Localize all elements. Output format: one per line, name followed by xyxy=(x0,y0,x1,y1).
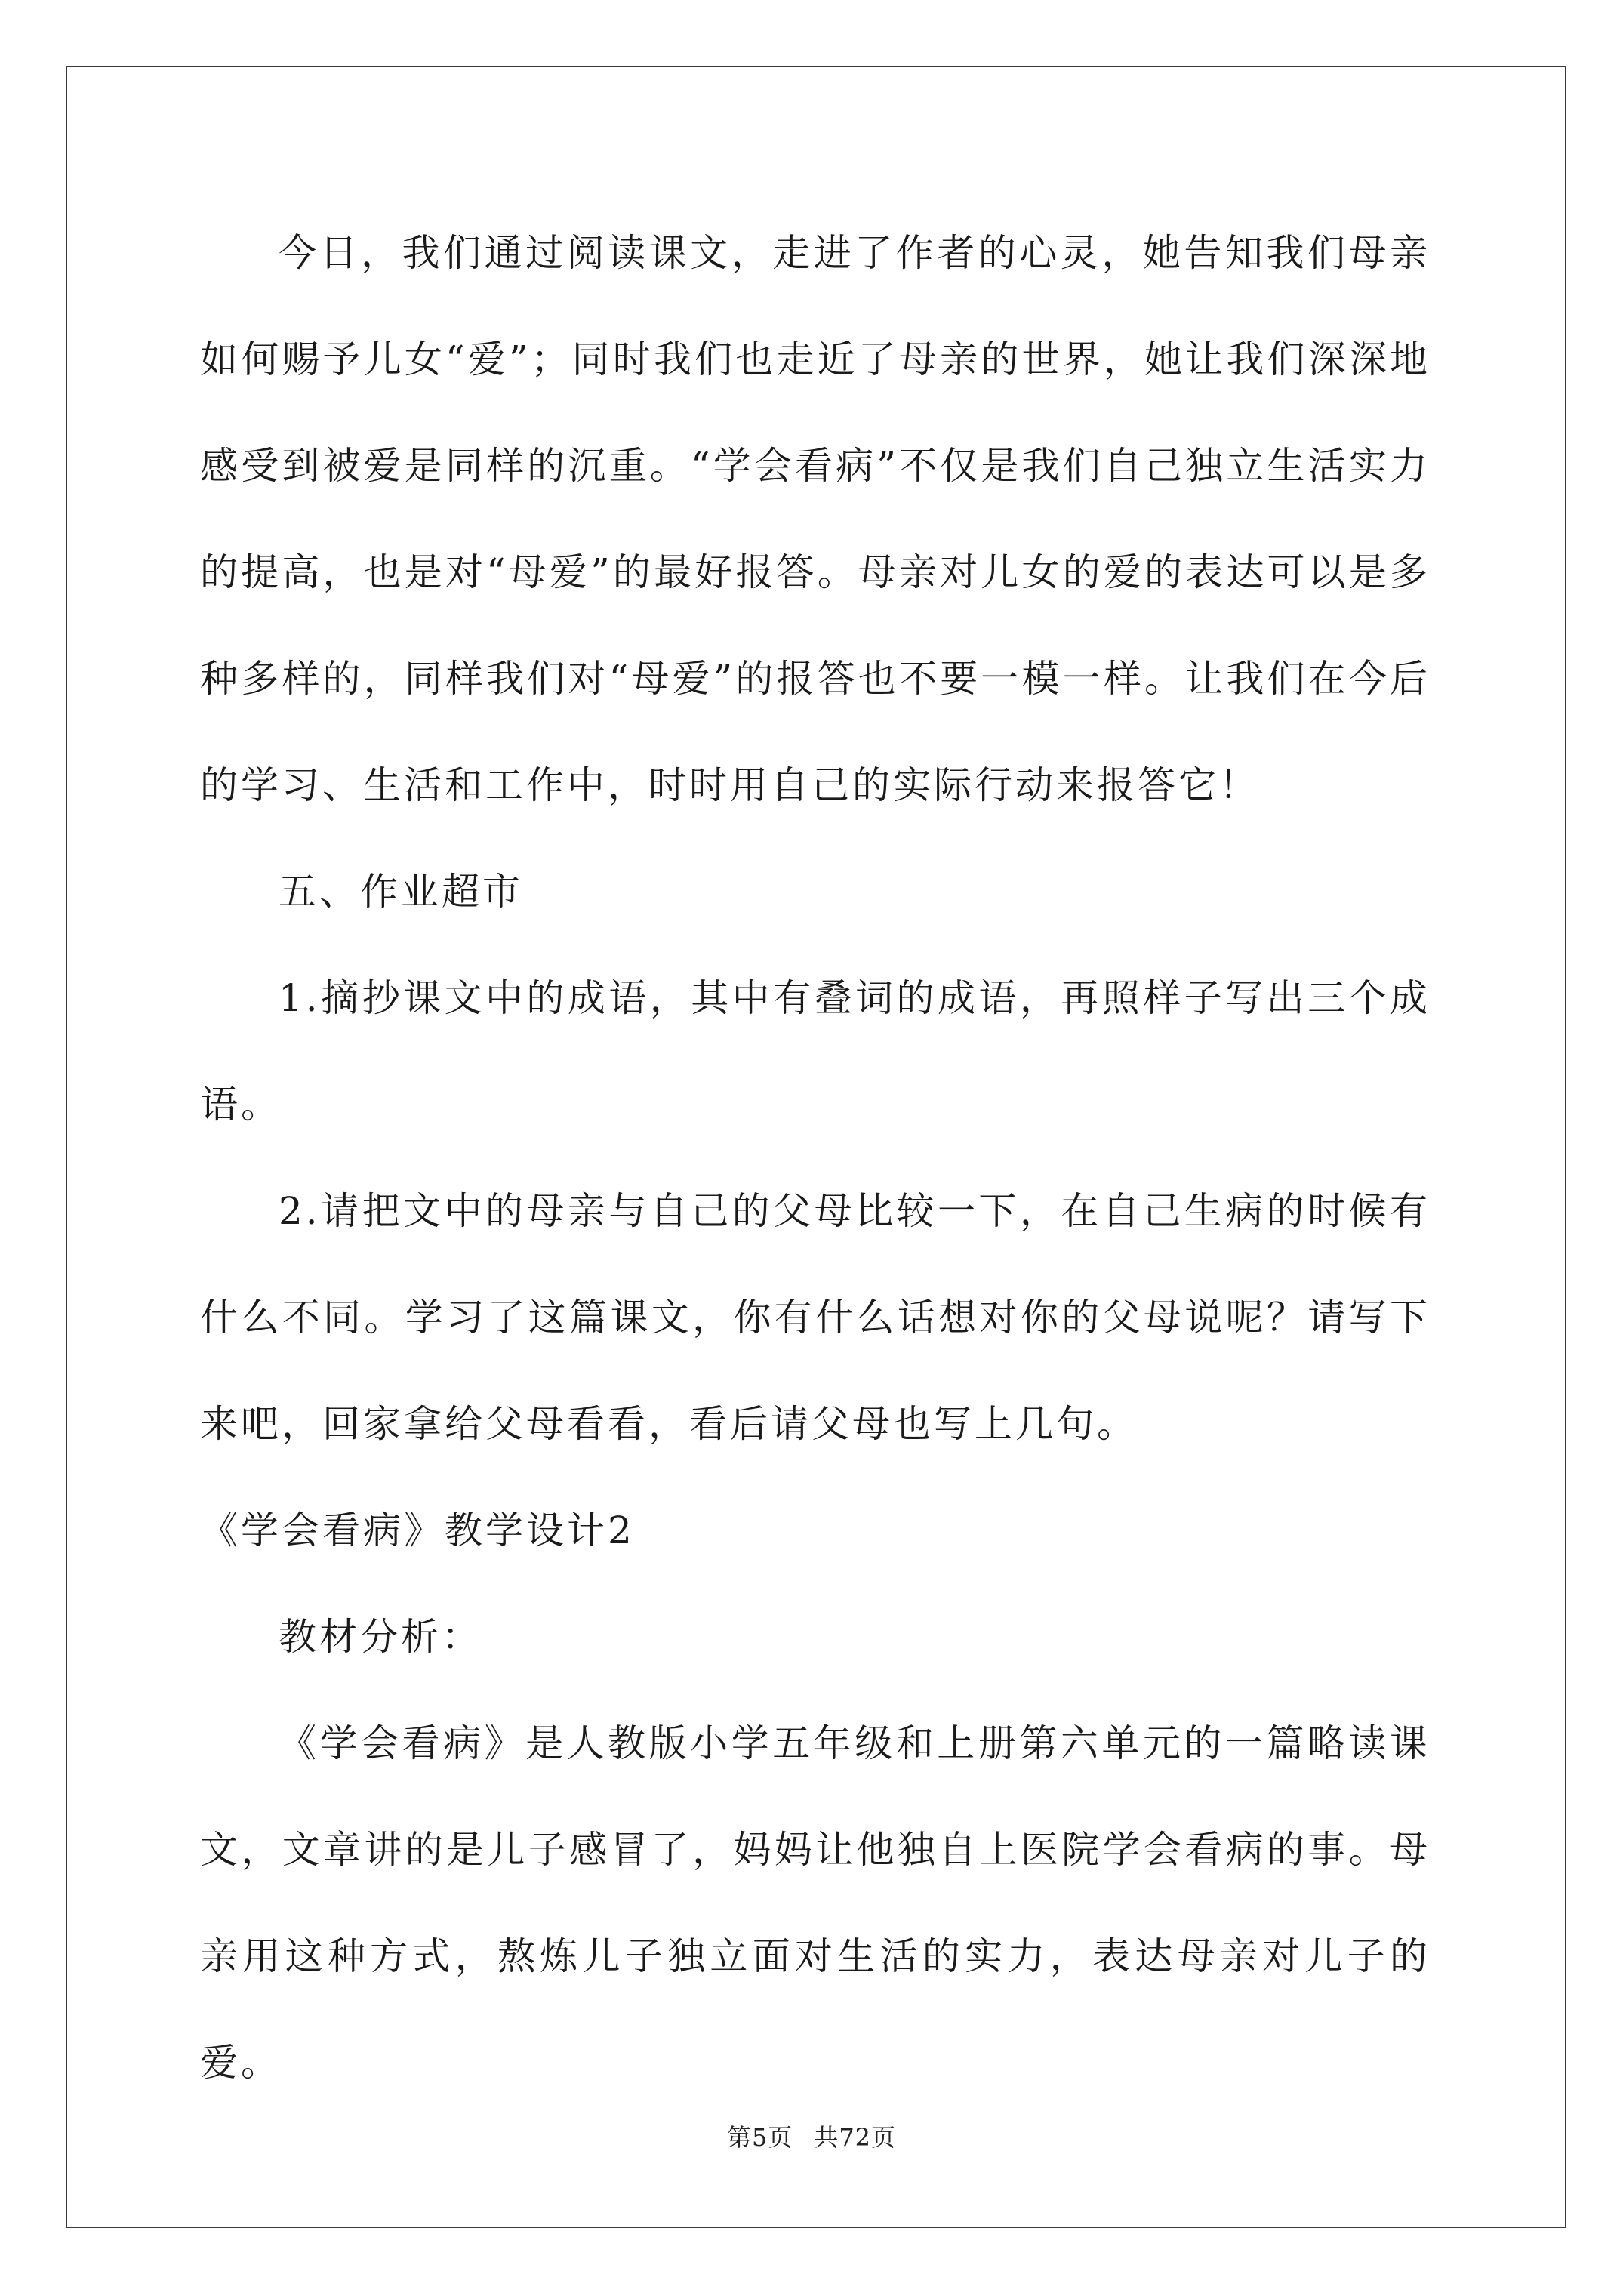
page-footer xyxy=(0,2119,1623,2153)
homework-item-1: 1.摘抄课文中的成语，其中有叠词的成语，再照样子写出三个成语。 xyxy=(200,976,1431,1126)
section-heading-homework: 五、作业超市 xyxy=(279,870,523,914)
homework-item-2: 2.请把文中的母亲与自己的父母比较一下，在自己生病的时候有什么不同。学习了这篇课文，你有什么话想对你的父母说呢？请写下来吧，回家拿给父母看看，看后请父母也写上几句。 xyxy=(200,1189,1431,1446)
paragraph-material-analysis: 《学会看病》是人教版小学五年级和上册第六单元的一篇略读课文，文章讲的是儿子感冒了，妈妈让他独自上医院学会看病的事。母亲用这种方式，熬炼儿子独立面对生活的实力，表达母亲对儿子的爱。 xyxy=(200,1721,1431,2085)
page-number: 第5页 xyxy=(726,2123,793,2152)
section-heading-material-analysis: 教材分析： xyxy=(279,1615,482,1659)
design-title: 《学会看病》教学设计2 xyxy=(200,1509,635,1552)
document-body xyxy=(200,200,1431,2116)
paragraph-summary: 今日，我们通过阅读课文，走进了作者的心灵，她告知我们母亲如何赐予儿女“爱”；同时我们也走近了母亲的世界，她让我们深深地感受到被爱是同样的沉重。“学会看病”不仅是我们自己独立生活实力的提高，也是对“母爱”的最好报答。母亲对儿女的爱的表达可以是多种多样的，同样我们对“母爱”的报答也不要一模一样。让我们在今后的学习、生活和工作中，时时用自己的实际行动来报答它！ xyxy=(200,231,1431,807)
page-total: 共72页 xyxy=(814,2123,897,2152)
